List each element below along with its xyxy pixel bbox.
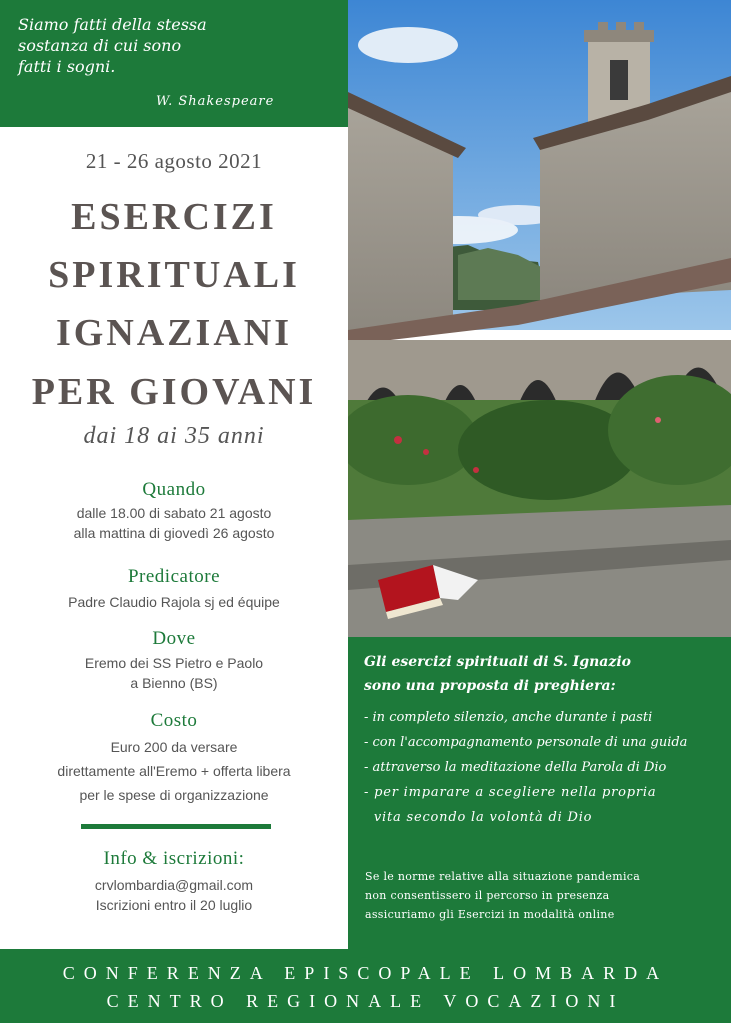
cost-heading: Costo [150, 710, 198, 731]
note-line: non consentissero il percorso in presenza [365, 889, 610, 902]
when-heading: Quando [142, 479, 206, 500]
pandemic-note [365, 867, 725, 924]
when-line: dalle 18.00 di sabato 21 agosto [76, 505, 272, 521]
proposal-heading-line: sono una proposta di preghiera: [364, 678, 616, 694]
proposal-item: - in completo silenzio, anche durante i pasti [364, 710, 653, 725]
where-line: Eremo dei SS Pietro e Paolo [84, 655, 264, 671]
where-text [0, 653, 348, 693]
proposal-heading-line: Gli esercizi spirituali di S. Ignazio [364, 654, 631, 670]
preacher-heading: Predicatore [127, 566, 220, 587]
contact-email[interactable]: crvlombardia@gmail.com [94, 877, 254, 893]
note-line: assicuriamo gli Esercizi in modalità online [365, 908, 615, 921]
quote-author: W. Shakespeare [156, 94, 275, 109]
note-line: Se le norme relative alla situazione pandemica [365, 870, 641, 883]
proposal-heading [364, 650, 724, 698]
age-range: dai 18 ai 35 anni [83, 423, 265, 449]
proposal-box [348, 637, 731, 949]
footer-organization: CONFERENZA EPISCOPALE LOMBARDA [62, 963, 669, 983]
quote-line: Siamo fatti della stessa [18, 15, 207, 34]
proposal-item: - per imparare a scegliere nella propria [364, 785, 657, 800]
event-title-line: ESERCIZI [71, 196, 277, 238]
cost-text [0, 735, 348, 807]
preacher-line: Padre Claudio Rajola sj ed équipe [68, 594, 280, 610]
quote-line: sostanza di cui sono [18, 36, 182, 55]
footer [0, 949, 731, 1023]
preacher-text [0, 592, 348, 612]
info-heading: Info & iscrizioni: [103, 848, 245, 869]
section-divider [81, 824, 271, 829]
event-dates: 21 - 26 agosto 2021 [85, 149, 263, 173]
where-line: a Bienno (BS) [130, 675, 218, 691]
where-heading: Dove [152, 628, 196, 649]
quote-text [18, 14, 338, 77]
footer-center: CENTRO REGIONALE VOCAZIONI [106, 991, 625, 1011]
cost-line: Euro 200 da versare [110, 739, 238, 755]
quote-box [0, 0, 348, 127]
when-text [0, 503, 348, 543]
cloister-photo [348, 0, 731, 637]
cost-line: per le spese di organizzazione [79, 787, 269, 803]
event-details-column [0, 127, 348, 949]
registration-deadline: Iscrizioni entro il 20 luglio [95, 897, 253, 913]
proposal-item: - con l'accompagnamento personale di una guida [364, 735, 688, 750]
info-text [0, 875, 348, 915]
event-title-line: PER GIOVANI [31, 371, 317, 413]
proposal-item: vita secondo la volontà di Dio [364, 810, 593, 825]
event-title-line: SPIRITUALI [48, 254, 300, 296]
proposal-item: - attraverso la meditazione della Parola di Dio [364, 760, 667, 775]
when-line: alla mattina di giovedì 26 agosto [73, 525, 275, 541]
quote-line: fatti i sogni. [18, 57, 116, 76]
proposal-list [364, 705, 729, 830]
cost-line: direttamente all'Eremo + offerta libera [57, 763, 291, 779]
event-title-line: IGNAZIANI [55, 312, 293, 354]
